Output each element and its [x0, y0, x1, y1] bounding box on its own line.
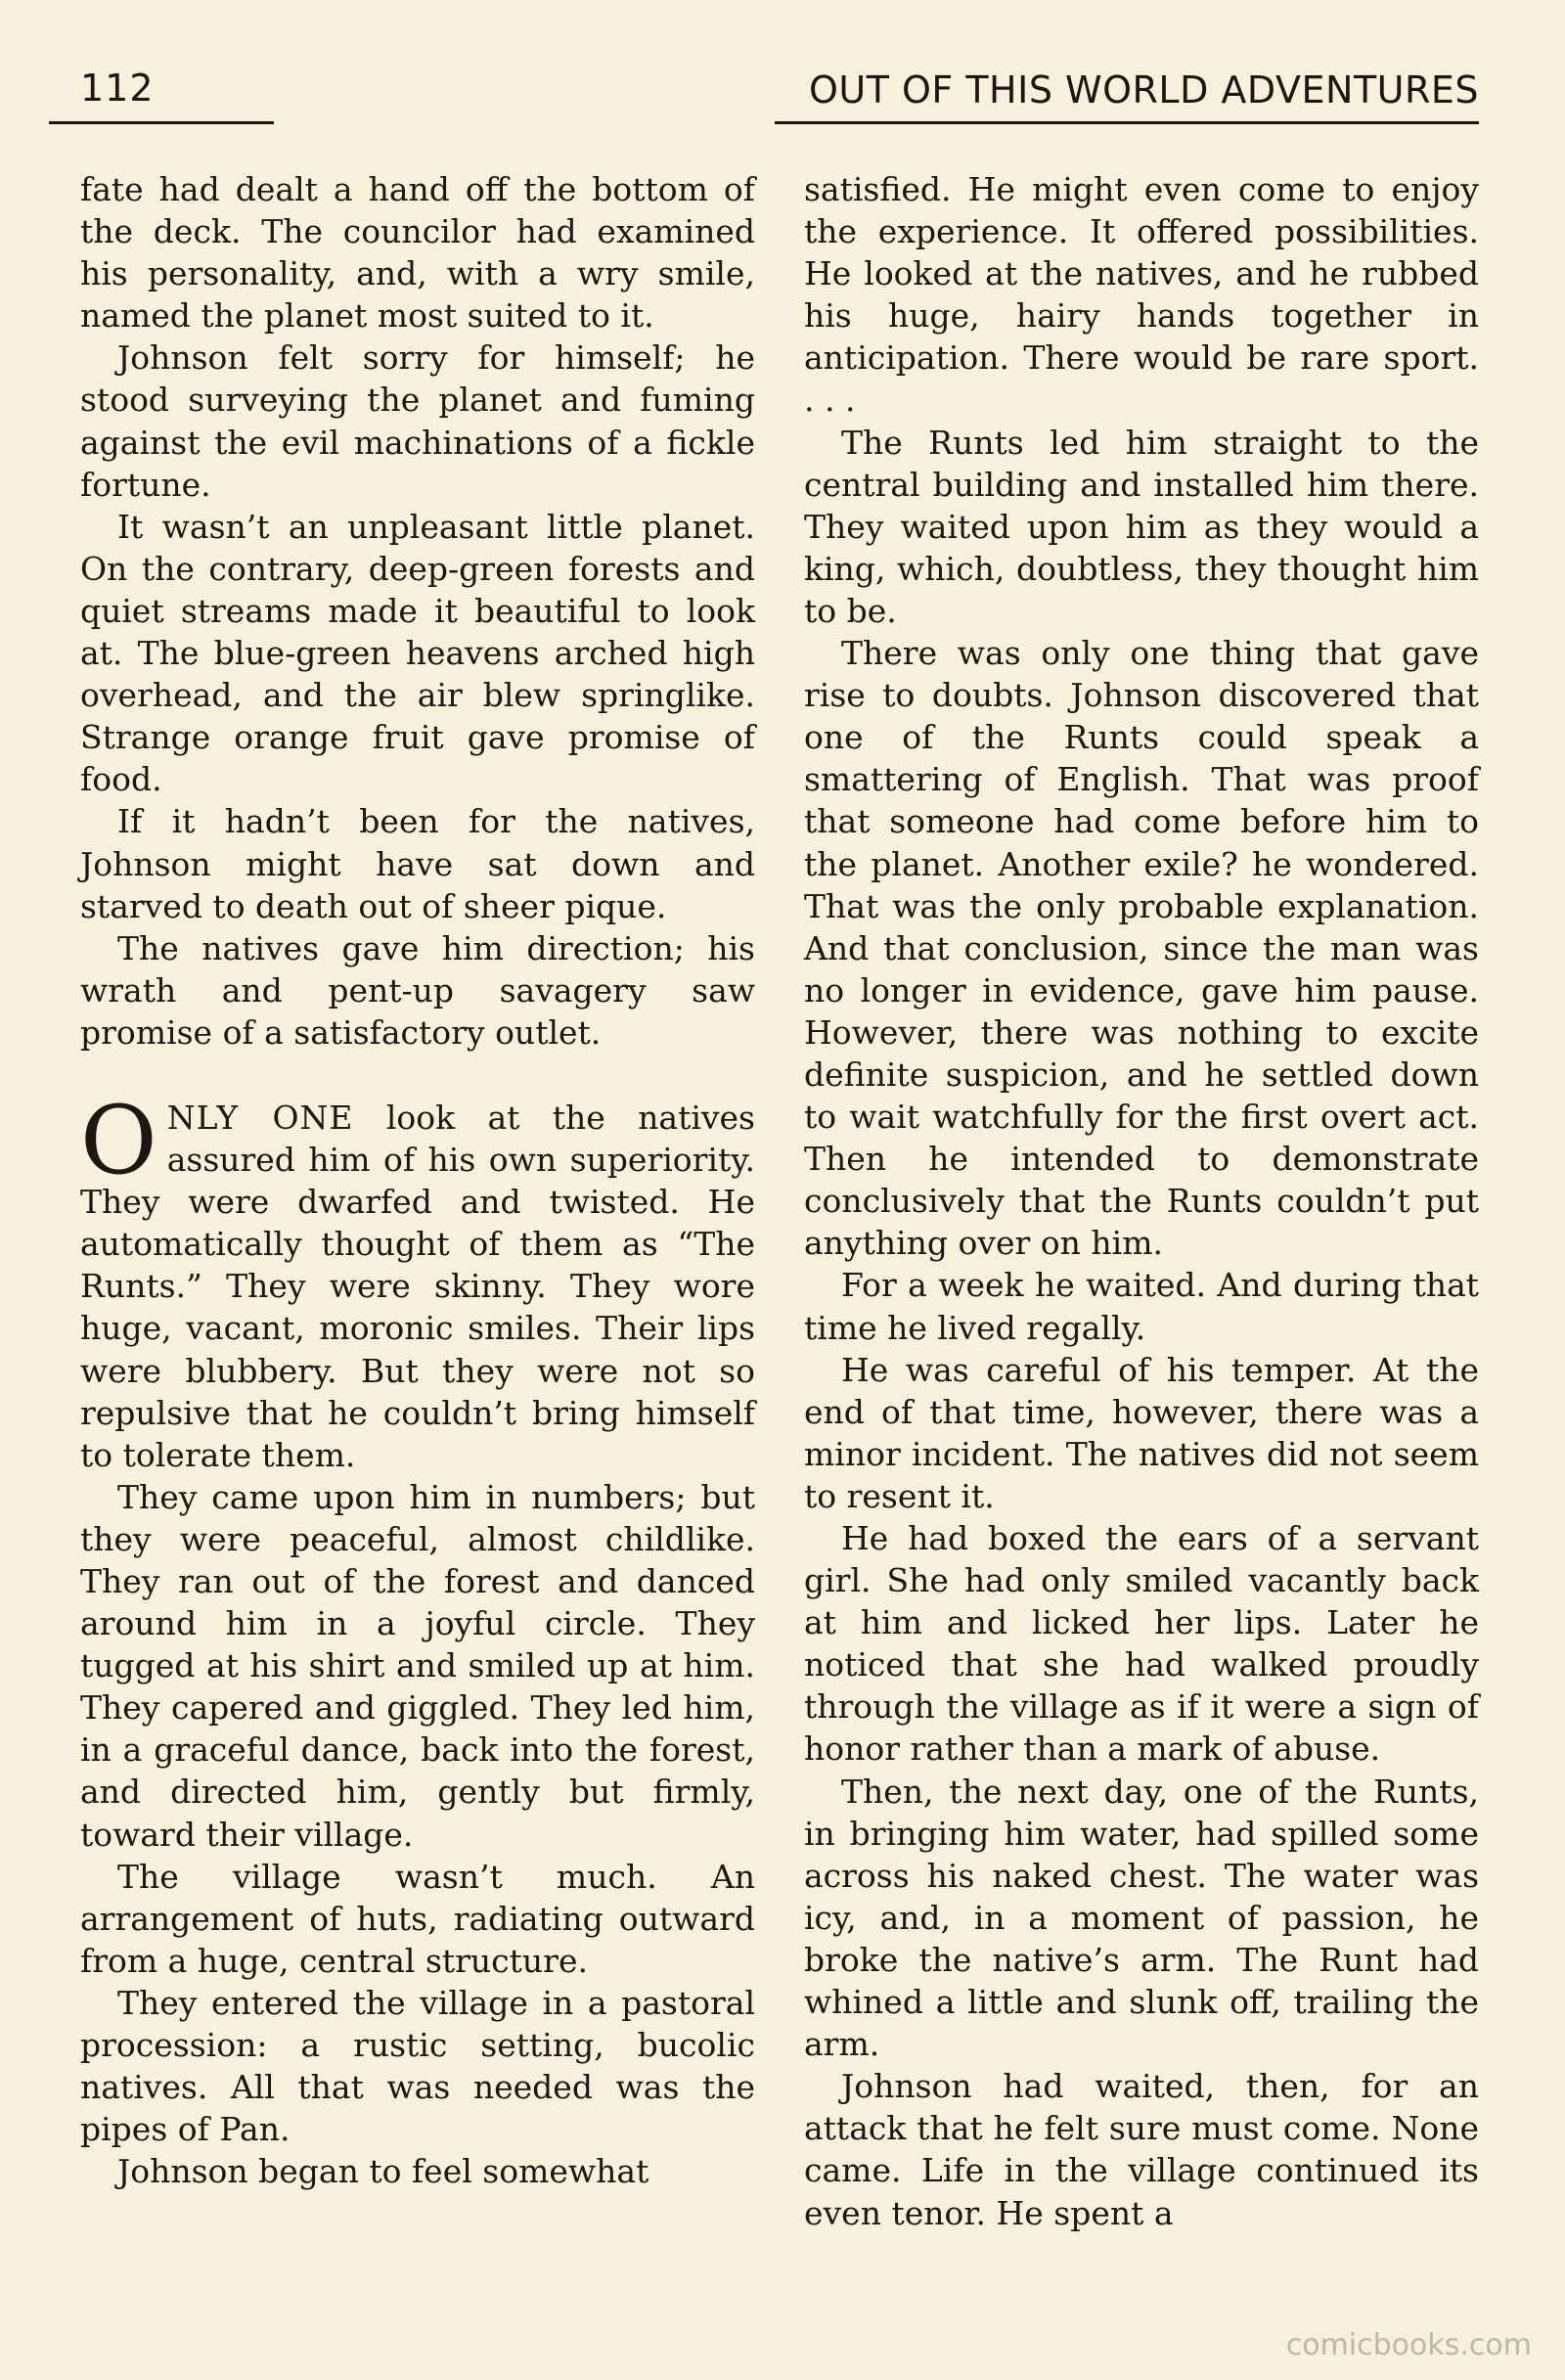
paragraph: The natives gave him direction; his wrath and pent-up savagery saw promise of a satisfactory outlet.	[80, 928, 755, 1052]
header-rule-left	[49, 121, 274, 124]
paragraph: It wasn’t an unpleasant little planet. On the contrary, deep-green forests and quiet streams made it beautiful to look at. The blue-green heavens arched high overhead, and the air blew springlike. Strange orange fruit gave promise of food.	[80, 507, 755, 799]
page-number: 112	[80, 67, 155, 110]
paragraph: Johnson began to feel somewhat	[117, 2152, 649, 2191]
paragraph: He had boxed the ears of a servant girl. She had only smiled vacantly back at him and licked her lips. Later he noticed that she had walked proudly through the village as if it were a sign of honor rather than a mark of abuse.	[804, 1519, 1479, 1769]
left-column	[80, 168, 755, 2192]
right-column	[804, 168, 1479, 2234]
paragraph: They entered the village in a pastoral procession: a rustic setting, bucolic natives. All that was needed was the pipes of Pan.	[80, 1983, 755, 2149]
paragraph: satisfied. He might even come to enjoy the experience. It offered possibilities. He looked at the natives, and he rubbed his huge, hairy hands together in anticipation. There would be rare sport. . . .	[804, 170, 1479, 420]
paragraph: Johnson had waited, then, for an attack that he felt sure must come. None came. Life in the village continued its even tenor. He spent a	[804, 2067, 1479, 2232]
lead-in: NLY ONE	[166, 1098, 354, 1137]
paragraph: If it hadn’t been for the natives, Johnson might have sat down and starved to death out of sheer pique.	[80, 802, 755, 925]
section-opening-paragraph	[80, 1085, 755, 1476]
paragraph: The village wasn’t much. An arrangement of huts, radiating outward from a huge, central structure.	[80, 1857, 755, 1980]
paragraph: For a week he waited. And during that time he lived regally.	[804, 1266, 1479, 1347]
paragraph: There was only one thing that gave rise to doubts. Johnson discovered that one of the Runts could speak a smattering of English. That was proof that someone had come before him to the planet. Another exile? he wondered. That was the only probable explanation. And that conclusion, since the man was no longer in evidence, gave him pause. However, there was nothing to excite definite suspicion, and he settled down to wait watchfully for the first overt act. Then he intended to demonstrate conclusively that the Runts couldn’t put anything over on him.	[804, 634, 1479, 1263]
drop-cap: O	[80, 1085, 157, 1195]
running-title: OUT OF THIS WORLD ADVENTURES	[808, 68, 1479, 112]
paragraph: They came upon him in numbers; but they were peaceful, almost childlike. They ran out of the forest and danced around him in a joyful circle. They tugged at his shirt and smiled up at him. They capered and giggled. They led him, in a graceful dance, back into the forest, and directed him, gently but firmly, toward their village.	[80, 1477, 755, 1854]
paragraph: Then, the next day, one of the Runts, in bringing him water, had spilled some across his naked chest. The water was icy, and, in a moment of passion, he broke the native’s arm. The Runt had whined a little and slunk off, trailing the arm.	[804, 1772, 1479, 2064]
section-text: look at the natives assured him of his own superiority. They were dwarfed and twisted. He automatically thought of them as “The Runts.” They were skinny. They wore huge, vacant, moronic smiles. Their lips were blubbery. But they were not so repulsive that he couldn’t bring himself to tolerate them.	[80, 1098, 755, 1474]
paragraph: Johnson felt sorry for himself; he stood surveying the planet and fuming against the evil machinations of a fickle fortune.	[80, 338, 755, 504]
paragraph: He was careful of his temper. At the end of that time, however, there was a minor incident. The natives did not seem to resent it.	[804, 1350, 1479, 1515]
paragraph: fate had dealt a hand off the bottom of the deck. The councilor had examined his personality, and, with a wry smile, named the planet most suited to it.	[80, 170, 755, 336]
paragraph: The Runts led him straight to the central building and installed him there. They waited upon him as they would a king, which, doubtless, they thought him to be.	[804, 423, 1479, 630]
header-rule-right	[775, 121, 1479, 124]
watermark: comicbooks.com	[1285, 2328, 1532, 2362]
